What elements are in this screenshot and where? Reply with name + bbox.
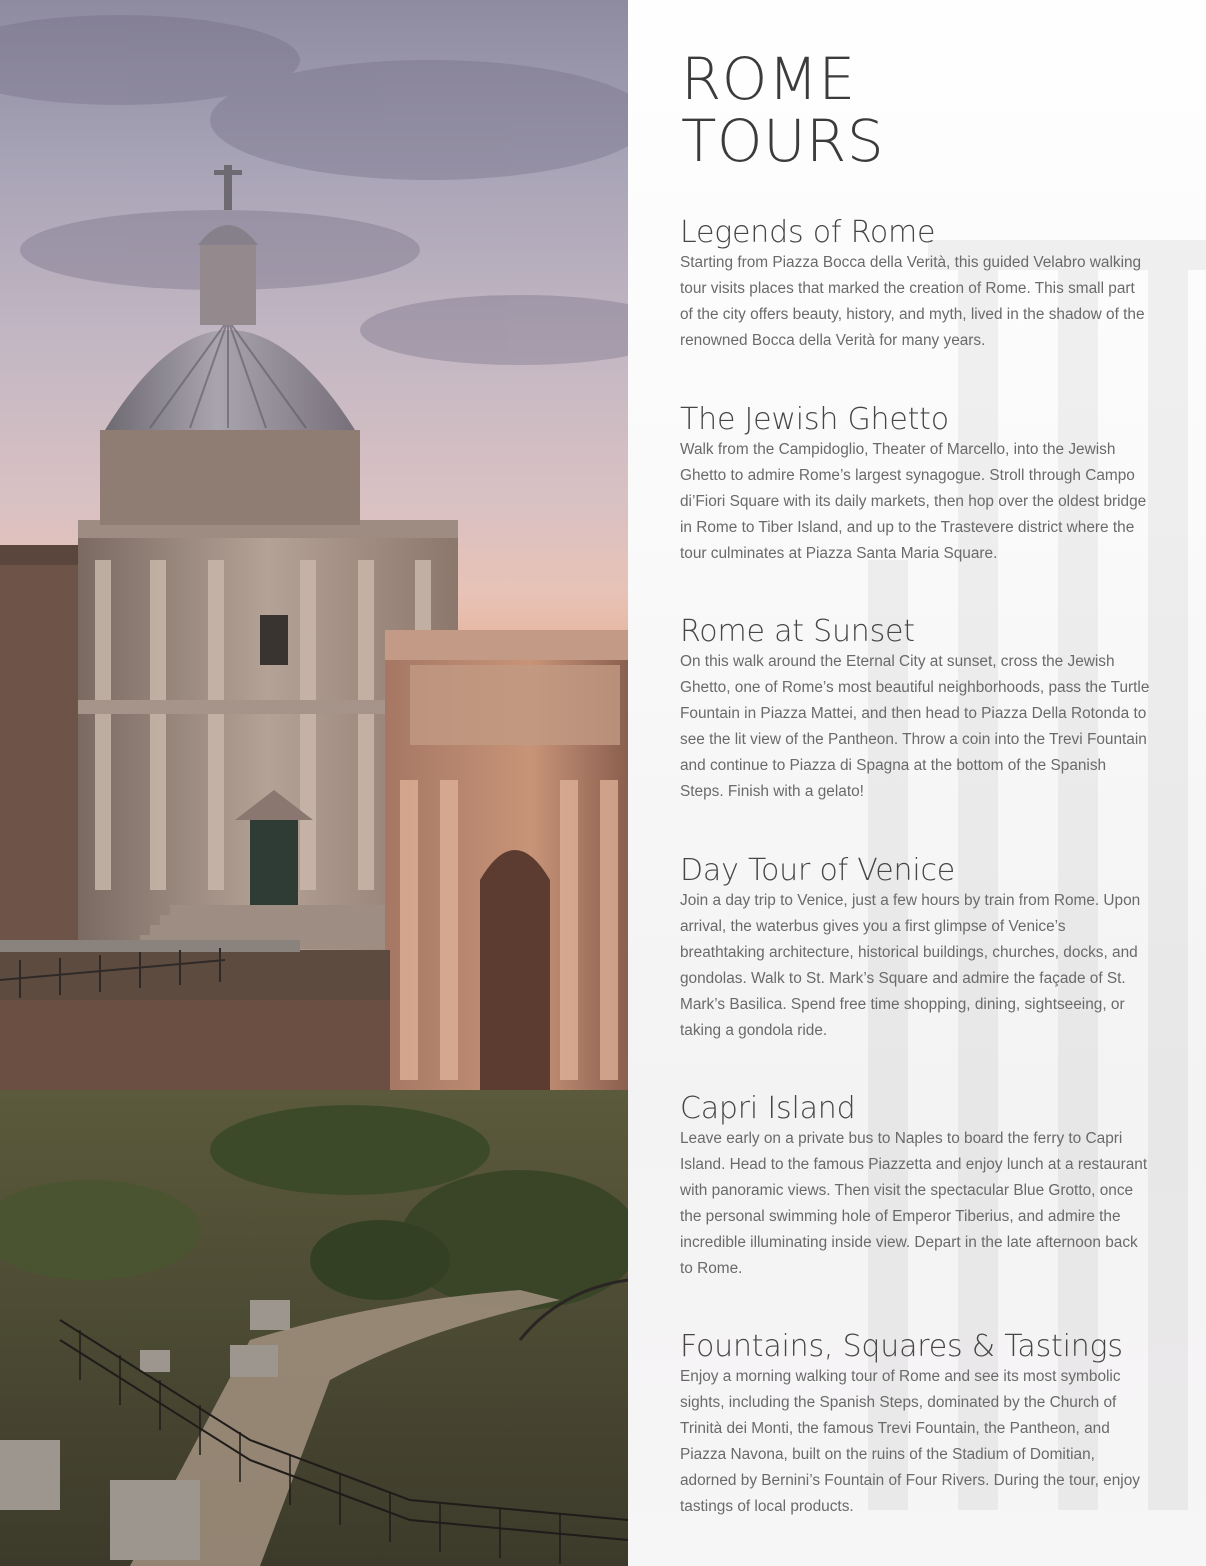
- tour-description: Walk from the Campidoglio, Theater of Marcello, into the Jewish Ghetto to admire Rome’s largest synagogue. Stroll through Campo di’Fiori Square with its daily markets, then hop over the oldest bridge in Rome to Tiber Island, and up to the Trastevere district where the tour culminates at Piazza Santa Maria Square.: [680, 441, 1147, 562]
- tour-title: Fountains, Squares & Tastings: [680, 1329, 1123, 1364]
- tour-description: Enjoy a morning walking tour of Rome and see its most symbolic sights, including the Spanish Steps, dominated by the Church of Trinità dei Monti, the famous Trevi Fountain, the Pantheon, and Piazza Navona, built on the ruins of the Stadium of Domitian, adorned by Bernini’s Fountain of Four Rivers. During the tour, enjoy tastings of local products.: [680, 1368, 1140, 1515]
- tour-jewish-ghetto: [680, 403, 1150, 567]
- tour-description: Leave early on a private bus to Naples to board the ferry to Capri Island. Head to the famous Piazzetta and enjoy lunch at a restaurant with panoramic views. Then visit the spectacular Blue Grotto, once the personal swimming hole of Emperor Tiberius, and admire the incredible illuminating inside view. Depart in the late afternoon back to Rome.: [680, 1130, 1148, 1277]
- tour-description: Starting from Piazza Bocca della Verità, this guided Velabro walking tour visits places that marked the creation of Rome. This small part of the city offers beauty, history, and myth, lived in the shadow of the renowned Bocca della Verità for many years.: [680, 254, 1145, 349]
- tour-rome-at-sunset: [680, 615, 1150, 805]
- tour-title: The Jewish Ghetto: [680, 402, 949, 437]
- tour-title: Capri Island: [680, 1091, 856, 1126]
- tours-panel: [628, 0, 1206, 1566]
- title-line-rome: ROME: [681, 45, 856, 113]
- title-line-tours: TOURS: [681, 107, 885, 175]
- tour-description: Join a day trip to Venice, just a few hours by train from Rome. Upon arrival, the waterbus gives you a first glimpse of Venice’s breathtaking architecture, historical buildings, churches, docks, and gondolas. Walk to St. Mark’s Square and admire the façade of St. Mark’s Basilica. Spend free time shopping, dining, sightseeing, or taking a gondola ride.: [680, 892, 1141, 1039]
- tour-legends-of-rome: [680, 216, 1150, 354]
- tour-title: Rome at Sunset: [680, 614, 915, 649]
- tour-fountains-squares-tastings: [680, 1330, 1150, 1520]
- tour-capri-island: [680, 1092, 1150, 1282]
- tour-title: Legends of Rome: [680, 215, 936, 250]
- tour-description: On this walk around the Eternal City at sunset, cross the Jewish Ghetto, one of Rome’s most beautiful neighborhoods, pass the Turtle Fountain in Piazza Mattei, and then head to Piazza Della Rotonda to see the lit view of the Pantheon. Throw a coin into the Trevi Fountain and continue to Piazza di Spagna at the bottom of the Spanish Steps. Finish with a gelato!: [680, 653, 1150, 800]
- tour-day-tour-of-venice: [680, 854, 1150, 1044]
- tour-title: Day Tour of Venice: [680, 853, 956, 888]
- page-title: [681, 45, 885, 175]
